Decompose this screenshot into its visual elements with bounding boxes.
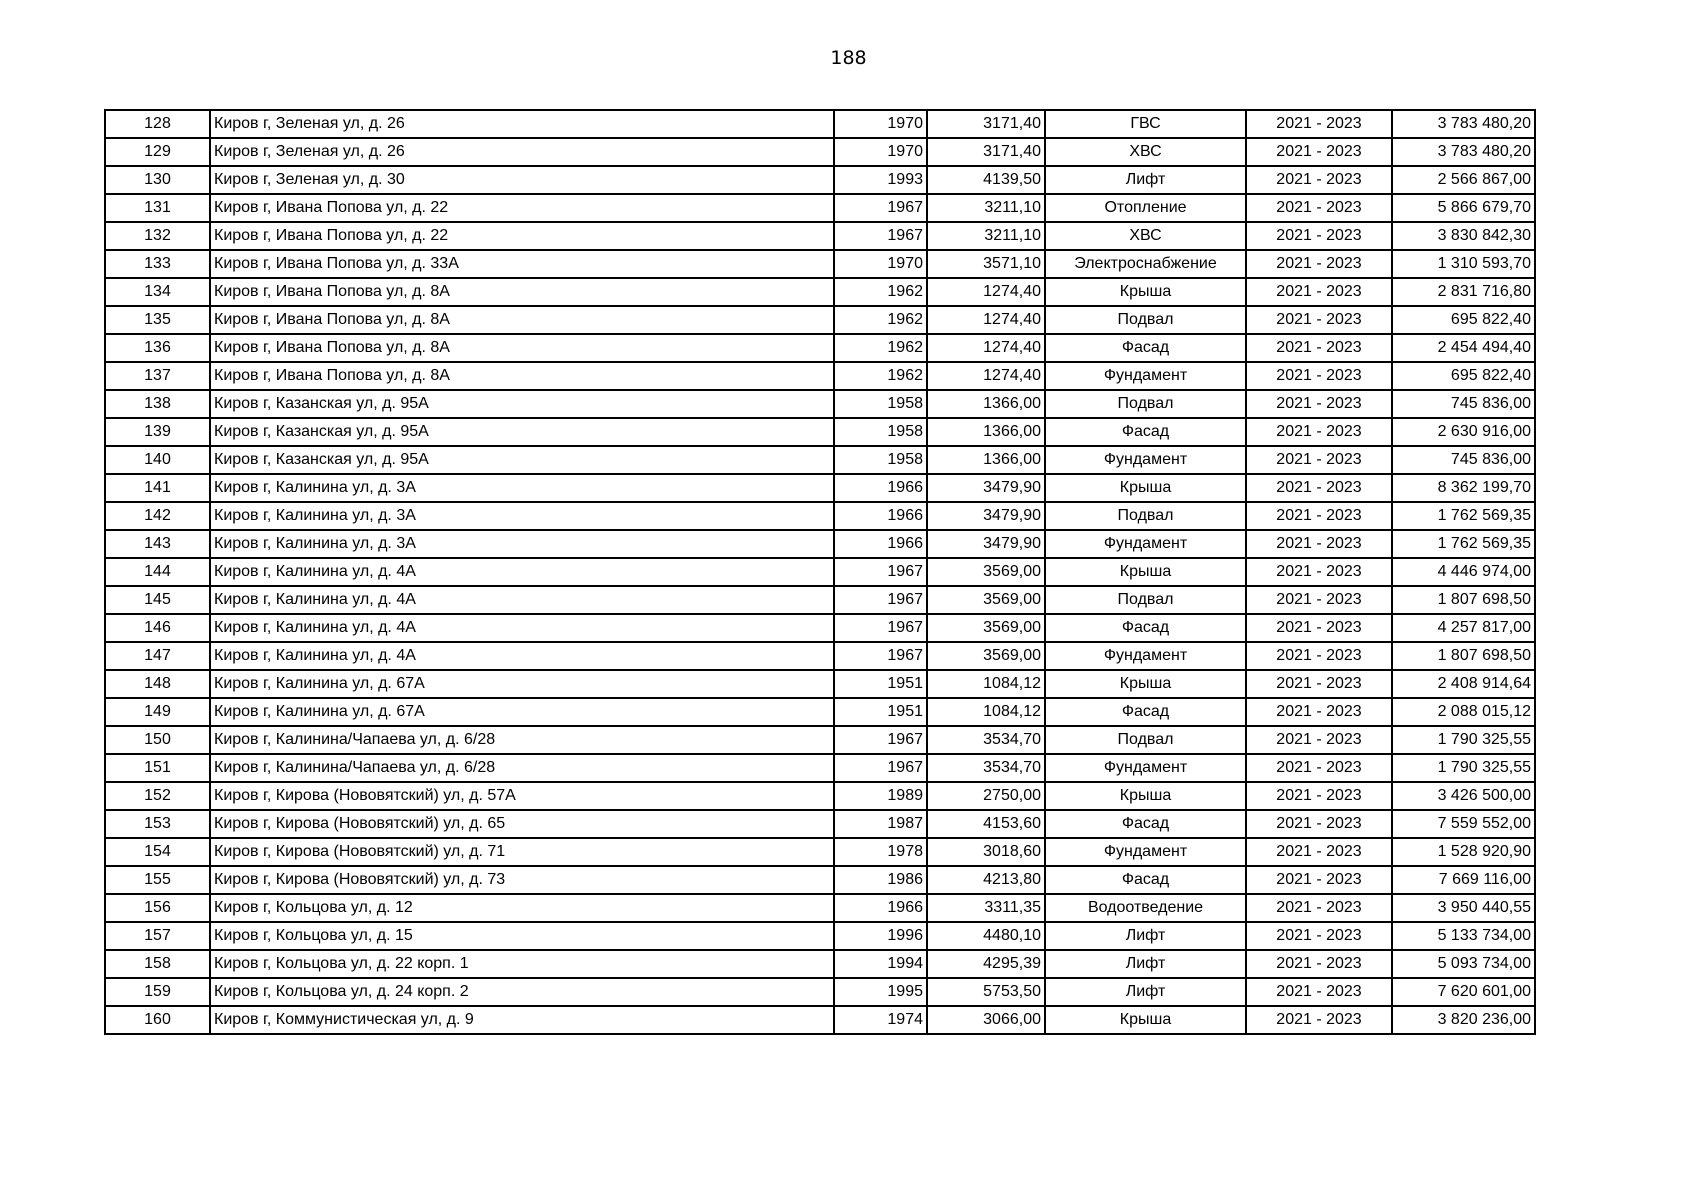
area-cell: 3479,90 — [927, 530, 1045, 558]
build-year-cell: 1967 — [834, 754, 927, 782]
row-number-cell: 140 — [105, 446, 210, 474]
area-cell: 3534,70 — [927, 754, 1045, 782]
period-cell: 2021 - 2023 — [1246, 950, 1392, 978]
table-row — [105, 866, 1535, 894]
table-row — [105, 390, 1535, 418]
build-year-cell: 1966 — [834, 474, 927, 502]
build-year-cell: 1993 — [834, 166, 927, 194]
build-year-cell: 1995 — [834, 978, 927, 1006]
row-number-cell: 143 — [105, 530, 210, 558]
period-cell: 2021 - 2023 — [1246, 810, 1392, 838]
row-number-cell: 150 — [105, 726, 210, 754]
period-cell: 2021 - 2023 — [1246, 558, 1392, 586]
area-cell: 1084,12 — [927, 670, 1045, 698]
row-number-cell: 133 — [105, 250, 210, 278]
address-cell: Киров г, Калинина ул, д. 4А — [210, 558, 834, 586]
table-row — [105, 306, 1535, 334]
repair-element-cell: Фундамент — [1045, 362, 1246, 390]
cost-cell: 1 310 593,70 — [1392, 250, 1535, 278]
area-cell: 3171,40 — [927, 110, 1045, 138]
cost-cell: 1 790 325,55 — [1392, 754, 1535, 782]
address-cell: Киров г, Калинина ул, д. 67А — [210, 698, 834, 726]
period-cell: 2021 - 2023 — [1246, 446, 1392, 474]
area-cell: 3479,90 — [927, 502, 1045, 530]
table-body — [105, 110, 1535, 1034]
table-row — [105, 894, 1535, 922]
address-cell: Киров г, Калинина ул, д. 3А — [210, 474, 834, 502]
row-number-cell: 148 — [105, 670, 210, 698]
table-row — [105, 754, 1535, 782]
build-year-cell: 1958 — [834, 446, 927, 474]
build-year-cell: 1962 — [834, 334, 927, 362]
table-row — [105, 110, 1535, 138]
address-cell: Киров г, Кольцова ул, д. 24 корп. 2 — [210, 978, 834, 1006]
build-year-cell: 1967 — [834, 642, 927, 670]
area-cell: 3311,35 — [927, 894, 1045, 922]
table-row — [105, 614, 1535, 642]
area-cell: 4480,10 — [927, 922, 1045, 950]
period-cell: 2021 - 2023 — [1246, 642, 1392, 670]
period-cell: 2021 - 2023 — [1246, 194, 1392, 222]
row-number-cell: 157 — [105, 922, 210, 950]
cost-cell: 2 566 867,00 — [1392, 166, 1535, 194]
row-number-cell: 128 — [105, 110, 210, 138]
build-year-cell: 1978 — [834, 838, 927, 866]
repair-element-cell: Подвал — [1045, 502, 1246, 530]
row-number-cell: 154 — [105, 838, 210, 866]
address-cell: Киров г, Калинина ул, д. 4А — [210, 614, 834, 642]
table-row — [105, 250, 1535, 278]
area-cell: 3569,00 — [927, 558, 1045, 586]
table-row — [105, 446, 1535, 474]
row-number-cell: 135 — [105, 306, 210, 334]
repair-element-cell: Подвал — [1045, 390, 1246, 418]
address-cell: Киров г, Ивана Попова ул, д. 33А — [210, 250, 834, 278]
area-cell: 2750,00 — [927, 782, 1045, 810]
cost-cell: 3 950 440,55 — [1392, 894, 1535, 922]
period-cell: 2021 - 2023 — [1246, 306, 1392, 334]
build-year-cell: 1962 — [834, 278, 927, 306]
area-cell: 5753,50 — [927, 978, 1045, 1006]
table-row — [105, 670, 1535, 698]
area-cell: 1274,40 — [927, 334, 1045, 362]
area-cell: 1366,00 — [927, 446, 1045, 474]
build-year-cell: 1989 — [834, 782, 927, 810]
period-cell: 2021 - 2023 — [1246, 530, 1392, 558]
repair-element-cell: ГВС — [1045, 110, 1246, 138]
build-year-cell: 1986 — [834, 866, 927, 894]
address-cell: Киров г, Зеленая ул, д. 26 — [210, 138, 834, 166]
period-cell: 2021 - 2023 — [1246, 474, 1392, 502]
table-row — [105, 474, 1535, 502]
build-year-cell: 1967 — [834, 194, 927, 222]
address-cell: Киров г, Кирова (Нововятский) ул, д. 57А — [210, 782, 834, 810]
period-cell: 2021 - 2023 — [1246, 278, 1392, 306]
build-year-cell: 1970 — [834, 138, 927, 166]
cost-cell: 1 807 698,50 — [1392, 586, 1535, 614]
repair-element-cell: Лифт — [1045, 922, 1246, 950]
area-cell: 4139,50 — [927, 166, 1045, 194]
table-row — [105, 166, 1535, 194]
repair-element-cell: Электроснабжение — [1045, 250, 1246, 278]
row-number-cell: 138 — [105, 390, 210, 418]
period-cell: 2021 - 2023 — [1246, 502, 1392, 530]
repair-element-cell: Фасад — [1045, 810, 1246, 838]
build-year-cell: 1966 — [834, 894, 927, 922]
period-cell: 2021 - 2023 — [1246, 894, 1392, 922]
table-row — [105, 698, 1535, 726]
area-cell: 1274,40 — [927, 306, 1045, 334]
cost-cell: 5 093 734,00 — [1392, 950, 1535, 978]
area-cell: 3479,90 — [927, 474, 1045, 502]
address-cell: Киров г, Калинина ул, д. 4А — [210, 642, 834, 670]
cost-cell: 5 866 679,70 — [1392, 194, 1535, 222]
row-number-cell: 155 — [105, 866, 210, 894]
repair-element-cell: Лифт — [1045, 950, 1246, 978]
table-row — [105, 194, 1535, 222]
period-cell: 2021 - 2023 — [1246, 726, 1392, 754]
cost-cell: 745 836,00 — [1392, 390, 1535, 418]
address-cell: Киров г, Казанская ул, д. 95А — [210, 390, 834, 418]
cost-cell: 1 790 325,55 — [1392, 726, 1535, 754]
cost-cell: 7 669 116,00 — [1392, 866, 1535, 894]
area-cell: 3534,70 — [927, 726, 1045, 754]
address-cell: Киров г, Кирова (Нововятский) ул, д. 71 — [210, 838, 834, 866]
row-number-cell: 142 — [105, 502, 210, 530]
cost-cell: 2 408 914,64 — [1392, 670, 1535, 698]
period-cell: 2021 - 2023 — [1246, 754, 1392, 782]
build-year-cell: 1967 — [834, 586, 927, 614]
repair-element-cell: Фасад — [1045, 614, 1246, 642]
row-number-cell: 134 — [105, 278, 210, 306]
build-year-cell: 1967 — [834, 726, 927, 754]
period-cell: 2021 - 2023 — [1246, 698, 1392, 726]
period-cell: 2021 - 2023 — [1246, 166, 1392, 194]
build-year-cell: 1966 — [834, 530, 927, 558]
cost-cell: 3 820 236,00 — [1392, 1006, 1535, 1034]
row-number-cell: 158 — [105, 950, 210, 978]
build-year-cell: 1967 — [834, 222, 927, 250]
period-cell: 2021 - 2023 — [1246, 922, 1392, 950]
repair-element-cell: Подвал — [1045, 726, 1246, 754]
row-number-cell: 156 — [105, 894, 210, 922]
period-cell: 2021 - 2023 — [1246, 362, 1392, 390]
row-number-cell: 159 — [105, 978, 210, 1006]
cost-cell: 2 088 015,12 — [1392, 698, 1535, 726]
repair-element-cell: Фундамент — [1045, 754, 1246, 782]
cost-cell: 3 426 500,00 — [1392, 782, 1535, 810]
area-cell: 3171,40 — [927, 138, 1045, 166]
address-cell: Киров г, Ивана Попова ул, д. 8А — [210, 278, 834, 306]
table-row — [105, 138, 1535, 166]
build-year-cell: 1962 — [834, 306, 927, 334]
build-year-cell: 1967 — [834, 558, 927, 586]
build-year-cell: 1962 — [834, 362, 927, 390]
repair-element-cell: Крыша — [1045, 474, 1246, 502]
address-cell: Киров г, Зеленая ул, д. 26 — [210, 110, 834, 138]
cost-cell: 695 822,40 — [1392, 362, 1535, 390]
table-row — [105, 782, 1535, 810]
area-cell: 3018,60 — [927, 838, 1045, 866]
period-cell: 2021 - 2023 — [1246, 390, 1392, 418]
row-number-cell: 137 — [105, 362, 210, 390]
area-cell: 3571,10 — [927, 250, 1045, 278]
build-year-cell: 1958 — [834, 418, 927, 446]
period-cell: 2021 - 2023 — [1246, 110, 1392, 138]
repair-element-cell: Крыша — [1045, 278, 1246, 306]
row-number-cell: 151 — [105, 754, 210, 782]
repair-element-cell: Подвал — [1045, 306, 1246, 334]
address-cell: Киров г, Ивана Попова ул, д. 22 — [210, 222, 834, 250]
address-cell: Киров г, Казанская ул, д. 95А — [210, 446, 834, 474]
address-cell: Киров г, Кирова (Нововятский) ул, д. 73 — [210, 866, 834, 894]
cost-cell: 3 783 480,20 — [1392, 110, 1535, 138]
repair-element-cell: Лифт — [1045, 978, 1246, 1006]
repair-element-cell: Фасад — [1045, 418, 1246, 446]
row-number-cell: 130 — [105, 166, 210, 194]
table-row — [105, 558, 1535, 586]
repair-element-cell: Фасад — [1045, 866, 1246, 894]
repair-element-cell: Крыша — [1045, 558, 1246, 586]
address-cell: Киров г, Казанская ул, д. 95А — [210, 418, 834, 446]
build-year-cell: 1951 — [834, 698, 927, 726]
build-year-cell: 1966 — [834, 502, 927, 530]
area-cell: 3569,00 — [927, 642, 1045, 670]
period-cell: 2021 - 2023 — [1246, 838, 1392, 866]
repair-element-cell: Фундамент — [1045, 838, 1246, 866]
cost-cell: 5 133 734,00 — [1392, 922, 1535, 950]
period-cell: 2021 - 2023 — [1246, 866, 1392, 894]
repair-element-cell: Отопление — [1045, 194, 1246, 222]
row-number-cell: 147 — [105, 642, 210, 670]
table-row — [105, 726, 1535, 754]
build-year-cell: 1967 — [834, 614, 927, 642]
cost-cell: 2 454 494,40 — [1392, 334, 1535, 362]
row-number-cell: 160 — [105, 1006, 210, 1034]
build-year-cell: 1987 — [834, 810, 927, 838]
cost-cell: 1 762 569,35 — [1392, 530, 1535, 558]
row-number-cell: 146 — [105, 614, 210, 642]
table-row — [105, 978, 1535, 1006]
cost-cell: 3 830 842,30 — [1392, 222, 1535, 250]
repair-element-cell: Подвал — [1045, 586, 1246, 614]
repair-element-cell: Водоотведение — [1045, 894, 1246, 922]
address-cell: Киров г, Зеленая ул, д. 30 — [210, 166, 834, 194]
page-number: 188 — [830, 47, 867, 69]
table-row — [105, 1006, 1535, 1034]
address-cell: Киров г, Калинина ул, д. 67А — [210, 670, 834, 698]
period-cell: 2021 - 2023 — [1246, 334, 1392, 362]
row-number-cell: 145 — [105, 586, 210, 614]
area-cell: 1366,00 — [927, 390, 1045, 418]
period-cell: 2021 - 2023 — [1246, 138, 1392, 166]
period-cell: 2021 - 2023 — [1246, 614, 1392, 642]
cost-cell: 695 822,40 — [1392, 306, 1535, 334]
address-cell: Киров г, Ивана Попова ул, д. 8А — [210, 306, 834, 334]
area-cell: 4295,39 — [927, 950, 1045, 978]
area-cell: 3569,00 — [927, 614, 1045, 642]
period-cell: 2021 - 2023 — [1246, 1006, 1392, 1034]
table-row — [105, 586, 1535, 614]
repair-element-cell: ХВС — [1045, 222, 1246, 250]
repair-element-cell: Фасад — [1045, 334, 1246, 362]
repair-element-cell: Крыша — [1045, 782, 1246, 810]
table-row — [105, 530, 1535, 558]
row-number-cell: 139 — [105, 418, 210, 446]
repair-schedule-table — [104, 109, 1536, 1035]
row-number-cell: 136 — [105, 334, 210, 362]
row-number-cell: 152 — [105, 782, 210, 810]
area-cell: 3066,00 — [927, 1006, 1045, 1034]
build-year-cell: 1970 — [834, 250, 927, 278]
area-cell: 1274,40 — [927, 362, 1045, 390]
repair-element-cell: Фундамент — [1045, 642, 1246, 670]
area-cell: 1366,00 — [927, 418, 1045, 446]
row-number-cell: 149 — [105, 698, 210, 726]
address-cell: Киров г, Кольцова ул, д. 22 корп. 1 — [210, 950, 834, 978]
cost-cell: 7 620 601,00 — [1392, 978, 1535, 1006]
row-number-cell: 129 — [105, 138, 210, 166]
repair-element-cell: Фасад — [1045, 698, 1246, 726]
repair-element-cell: ХВС — [1045, 138, 1246, 166]
cost-cell: 8 362 199,70 — [1392, 474, 1535, 502]
table-row — [105, 334, 1535, 362]
address-cell: Киров г, Кольцова ул, д. 15 — [210, 922, 834, 950]
address-cell: Киров г, Кирова (Нововятский) ул, д. 65 — [210, 810, 834, 838]
period-cell: 2021 - 2023 — [1246, 670, 1392, 698]
address-cell: Киров г, Ивана Попова ул, д. 8А — [210, 334, 834, 362]
period-cell: 2021 - 2023 — [1246, 782, 1392, 810]
area-cell: 3211,10 — [927, 222, 1045, 250]
build-year-cell: 1974 — [834, 1006, 927, 1034]
row-number-cell: 141 — [105, 474, 210, 502]
repair-element-cell: Фундамент — [1045, 446, 1246, 474]
address-cell: Киров г, Коммунистическая ул, д. 9 — [210, 1006, 834, 1034]
period-cell: 2021 - 2023 — [1246, 222, 1392, 250]
address-cell: Киров г, Ивана Попова ул, д. 8А — [210, 362, 834, 390]
repair-element-cell: Фундамент — [1045, 530, 1246, 558]
row-number-cell: 144 — [105, 558, 210, 586]
table-row — [105, 922, 1535, 950]
table-row — [105, 362, 1535, 390]
area-cell: 1084,12 — [927, 698, 1045, 726]
table-row — [105, 810, 1535, 838]
address-cell: Киров г, Калинина/Чапаева ул, д. 6/28 — [210, 726, 834, 754]
build-year-cell: 1970 — [834, 110, 927, 138]
area-cell: 4153,60 — [927, 810, 1045, 838]
address-cell: Киров г, Ивана Попова ул, д. 22 — [210, 194, 834, 222]
repair-element-cell: Крыша — [1045, 670, 1246, 698]
build-year-cell: 1958 — [834, 390, 927, 418]
address-cell: Киров г, Калинина/Чапаева ул, д. 6/28 — [210, 754, 834, 782]
repair-element-cell: Крыша — [1045, 1006, 1246, 1034]
area-cell: 4213,80 — [927, 866, 1045, 894]
cost-cell: 1 762 569,35 — [1392, 502, 1535, 530]
table-row — [105, 642, 1535, 670]
cost-cell: 3 783 480,20 — [1392, 138, 1535, 166]
area-cell: 3569,00 — [927, 586, 1045, 614]
table-row — [105, 278, 1535, 306]
cost-cell: 4 257 817,00 — [1392, 614, 1535, 642]
row-number-cell: 153 — [105, 810, 210, 838]
table-row — [105, 418, 1535, 446]
period-cell: 2021 - 2023 — [1246, 418, 1392, 446]
row-number-cell: 131 — [105, 194, 210, 222]
cost-cell: 2 831 716,80 — [1392, 278, 1535, 306]
address-cell: Киров г, Калинина ул, д. 4А — [210, 586, 834, 614]
address-cell: Киров г, Кольцова ул, д. 12 — [210, 894, 834, 922]
area-cell: 1274,40 — [927, 278, 1045, 306]
cost-cell: 745 836,00 — [1392, 446, 1535, 474]
period-cell: 2021 - 2023 — [1246, 586, 1392, 614]
cost-cell: 7 559 552,00 — [1392, 810, 1535, 838]
cost-cell: 4 446 974,00 — [1392, 558, 1535, 586]
address-cell: Киров г, Калинина ул, д. 3А — [210, 530, 834, 558]
table-row — [105, 222, 1535, 250]
row-number-cell: 132 — [105, 222, 210, 250]
table-row — [105, 838, 1535, 866]
build-year-cell: 1994 — [834, 950, 927, 978]
cost-cell: 1 528 920,90 — [1392, 838, 1535, 866]
repair-element-cell: Лифт — [1045, 166, 1246, 194]
build-year-cell: 1951 — [834, 670, 927, 698]
cost-cell: 1 807 698,50 — [1392, 642, 1535, 670]
area-cell: 3211,10 — [927, 194, 1045, 222]
table-row — [105, 502, 1535, 530]
cost-cell: 2 630 916,00 — [1392, 418, 1535, 446]
period-cell: 2021 - 2023 — [1246, 250, 1392, 278]
table-row — [105, 950, 1535, 978]
period-cell: 2021 - 2023 — [1246, 978, 1392, 1006]
build-year-cell: 1996 — [834, 922, 927, 950]
address-cell: Киров г, Калинина ул, д. 3А — [210, 502, 834, 530]
